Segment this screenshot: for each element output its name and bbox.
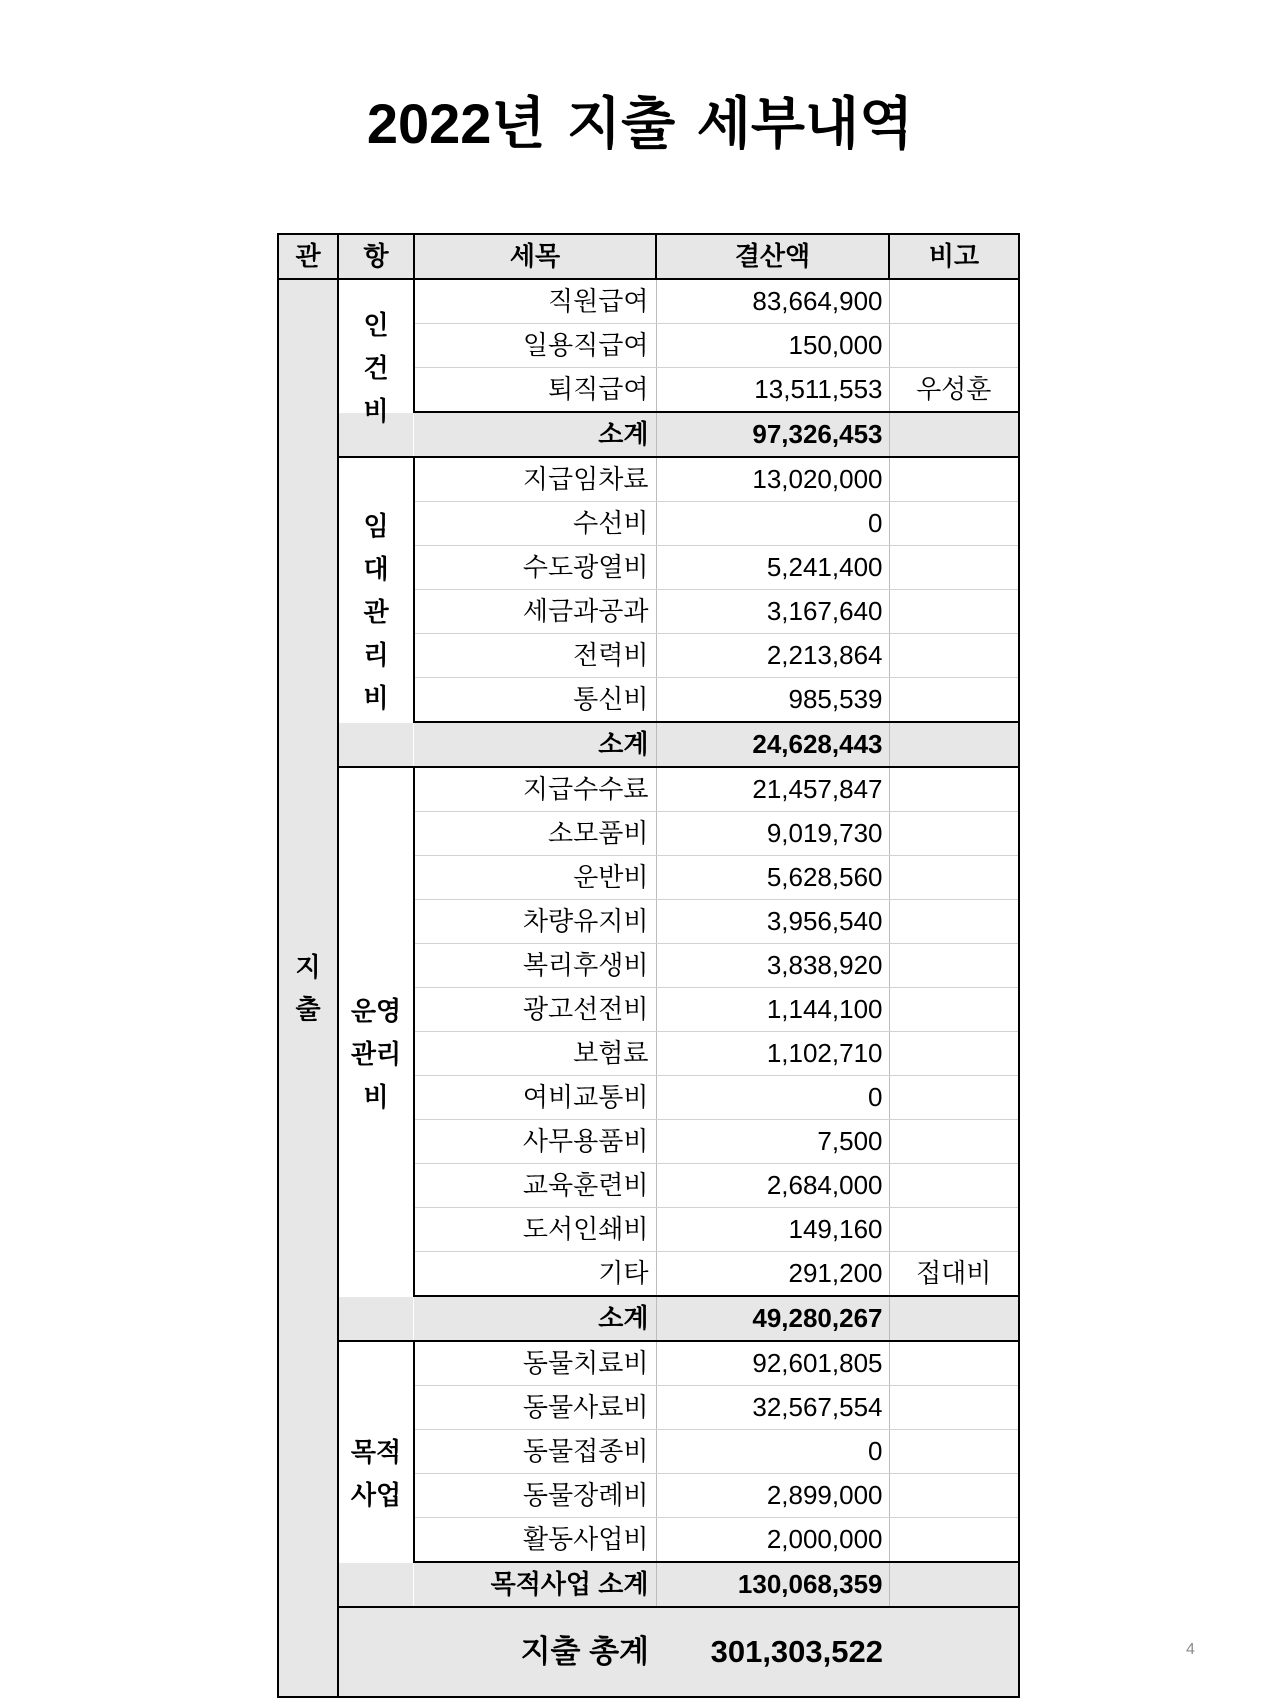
item-amount: 5,628,560 [656,856,889,900]
item-amount: 1,102,710 [656,1032,889,1076]
table-row [278,767,1019,812]
item-amount: 2,213,864 [656,634,889,678]
item-name: 퇴직급여 [414,368,656,413]
header-semok: 세목 [414,234,656,279]
gwan-cell-expenditure [278,279,338,1697]
item-note [889,324,1019,368]
hang-label-line: 사업 [350,1480,402,1510]
subtotal-amount: 130,068,359 [656,1562,889,1607]
item-note [889,1430,1019,1474]
item-name: 수도광열비 [414,546,656,590]
item-amount: 985,539 [656,678,889,723]
subtotal-note [889,412,1019,457]
item-amount: 1,144,100 [656,988,889,1032]
item-note [889,590,1019,634]
item-amount: 0 [656,1076,889,1120]
item-note [889,1032,1019,1076]
header-amount: 결산액 [656,234,889,279]
item-amount: 9,019,730 [656,812,889,856]
item-name: 소모품비 [414,812,656,856]
page-number: 4 [1186,1641,1195,1658]
item-name: 동물접종비 [414,1430,656,1474]
item-note [889,546,1019,590]
item-note [889,856,1019,900]
item-amount: 32,567,554 [656,1386,889,1430]
grand-total-label: 지출 총계 [414,1607,656,1697]
item-name: 통신비 [414,678,656,723]
hang-label-line: 비 [363,1081,389,1112]
item-name: 지급임차료 [414,457,656,502]
item-name: 사무용품비 [414,1120,656,1164]
item-amount: 0 [656,1430,889,1474]
item-amount: 149,160 [656,1208,889,1252]
item-note [889,502,1019,546]
item-note [889,1208,1019,1252]
item-note [889,1386,1019,1430]
item-note [889,767,1019,812]
grand-total-spacer [338,1607,414,1697]
item-name: 전력비 [414,634,656,678]
item-note [889,1120,1019,1164]
item-note [889,457,1019,502]
item-name: 도서인쇄비 [414,1208,656,1252]
item-note [889,900,1019,944]
item-note: 접대비 [889,1252,1019,1297]
subtotal-note [889,1296,1019,1341]
hang-label-line: 건 [363,352,389,383]
item-amount: 291,200 [656,1252,889,1297]
header-gwan: 관 [278,234,338,279]
subtotal-amount: 24,628,443 [656,722,889,767]
hang-label-line: 관 [363,596,389,627]
item-note [889,812,1019,856]
hang-label-line: 목적 [350,1437,402,1467]
hang-label-line: 대 [363,553,389,584]
item-name: 수선비 [414,502,656,546]
item-amount: 7,500 [656,1120,889,1164]
item-note [889,1076,1019,1120]
item-name: 복리후생비 [414,944,656,988]
item-name: 운반비 [414,856,656,900]
hang-cell-purpose-business [338,1341,414,1607]
item-amount: 13,511,553 [656,368,889,413]
item-name: 교육훈련비 [414,1164,656,1208]
item-amount: 21,457,847 [656,767,889,812]
subtotal-label: 소계 [414,1296,656,1341]
item-name: 기타 [414,1252,656,1297]
item-note [889,1518,1019,1563]
item-name: 지급수수료 [414,767,656,812]
item-name: 활동사업비 [414,1518,656,1563]
table-row [278,1341,1019,1386]
header-hang: 항 [338,234,414,279]
item-amount: 2,899,000 [656,1474,889,1518]
hang-cell-operations-management [338,767,414,1341]
subtotal-label: 목적사업 소계 [414,1562,656,1607]
item-amount: 83,664,900 [656,279,889,324]
item-amount: 13,020,000 [656,457,889,502]
item-amount: 2,000,000 [656,1518,889,1563]
item-note [889,1474,1019,1518]
item-amount: 3,838,920 [656,944,889,988]
item-amount: 92,601,805 [656,1341,889,1386]
item-name: 일용직급여 [414,324,656,368]
page-title: 2022년 지출 세부내역 [366,92,914,155]
item-note: 우성훈 [889,368,1019,413]
gwan-label-line: 지 [295,952,321,982]
item-name: 직원급여 [414,279,656,324]
grand-total-row [278,1607,1019,1697]
item-amount: 0 [656,502,889,546]
subtotal-note [889,722,1019,767]
grand-total-note [889,1607,1019,1697]
hang-label-line: 관리 [350,1038,402,1069]
expense-table [277,233,1020,1698]
table-row [278,457,1019,502]
hang-label-line: 비 [363,395,389,426]
hang-label-line: 비 [363,682,389,713]
item-note [889,1341,1019,1386]
header-note: 비고 [889,234,1019,279]
hang-label-line: 운영 [350,995,402,1026]
hang-cell-rental-management [338,457,414,767]
item-amount: 150,000 [656,324,889,368]
item-name: 동물치료비 [414,1341,656,1386]
grand-total-amount: 301,303,522 [656,1607,889,1697]
item-name: 차량유지비 [414,900,656,944]
item-name: 보험료 [414,1032,656,1076]
subtotal-note [889,1562,1019,1607]
item-name: 동물장례비 [414,1474,656,1518]
header-row [278,234,1019,279]
item-amount: 5,241,400 [656,546,889,590]
item-amount: 3,956,540 [656,900,889,944]
item-note [889,1164,1019,1208]
subtotal-label: 소계 [414,722,656,767]
item-note [889,279,1019,324]
item-amount: 3,167,640 [656,590,889,634]
item-note [889,634,1019,678]
hang-label-line: 임 [363,510,389,541]
item-note [889,988,1019,1032]
subtotal-amount: 97,326,453 [656,412,889,457]
hang-label-line: 인 [363,309,389,340]
hang-label-line: 리 [363,639,389,670]
item-name: 여비교통비 [414,1076,656,1120]
item-name: 광고선전비 [414,988,656,1032]
item-note [889,944,1019,988]
hang-cell-personnel [338,279,414,457]
item-name: 동물사료비 [414,1386,656,1430]
gwan-label-line: 출 [295,994,321,1024]
item-amount: 2,684,000 [656,1164,889,1208]
item-note [889,678,1019,723]
subtotal-label: 소계 [414,412,656,457]
table-row [278,279,1019,324]
item-name: 세금과공과 [414,590,656,634]
subtotal-amount: 49,280,267 [656,1296,889,1341]
